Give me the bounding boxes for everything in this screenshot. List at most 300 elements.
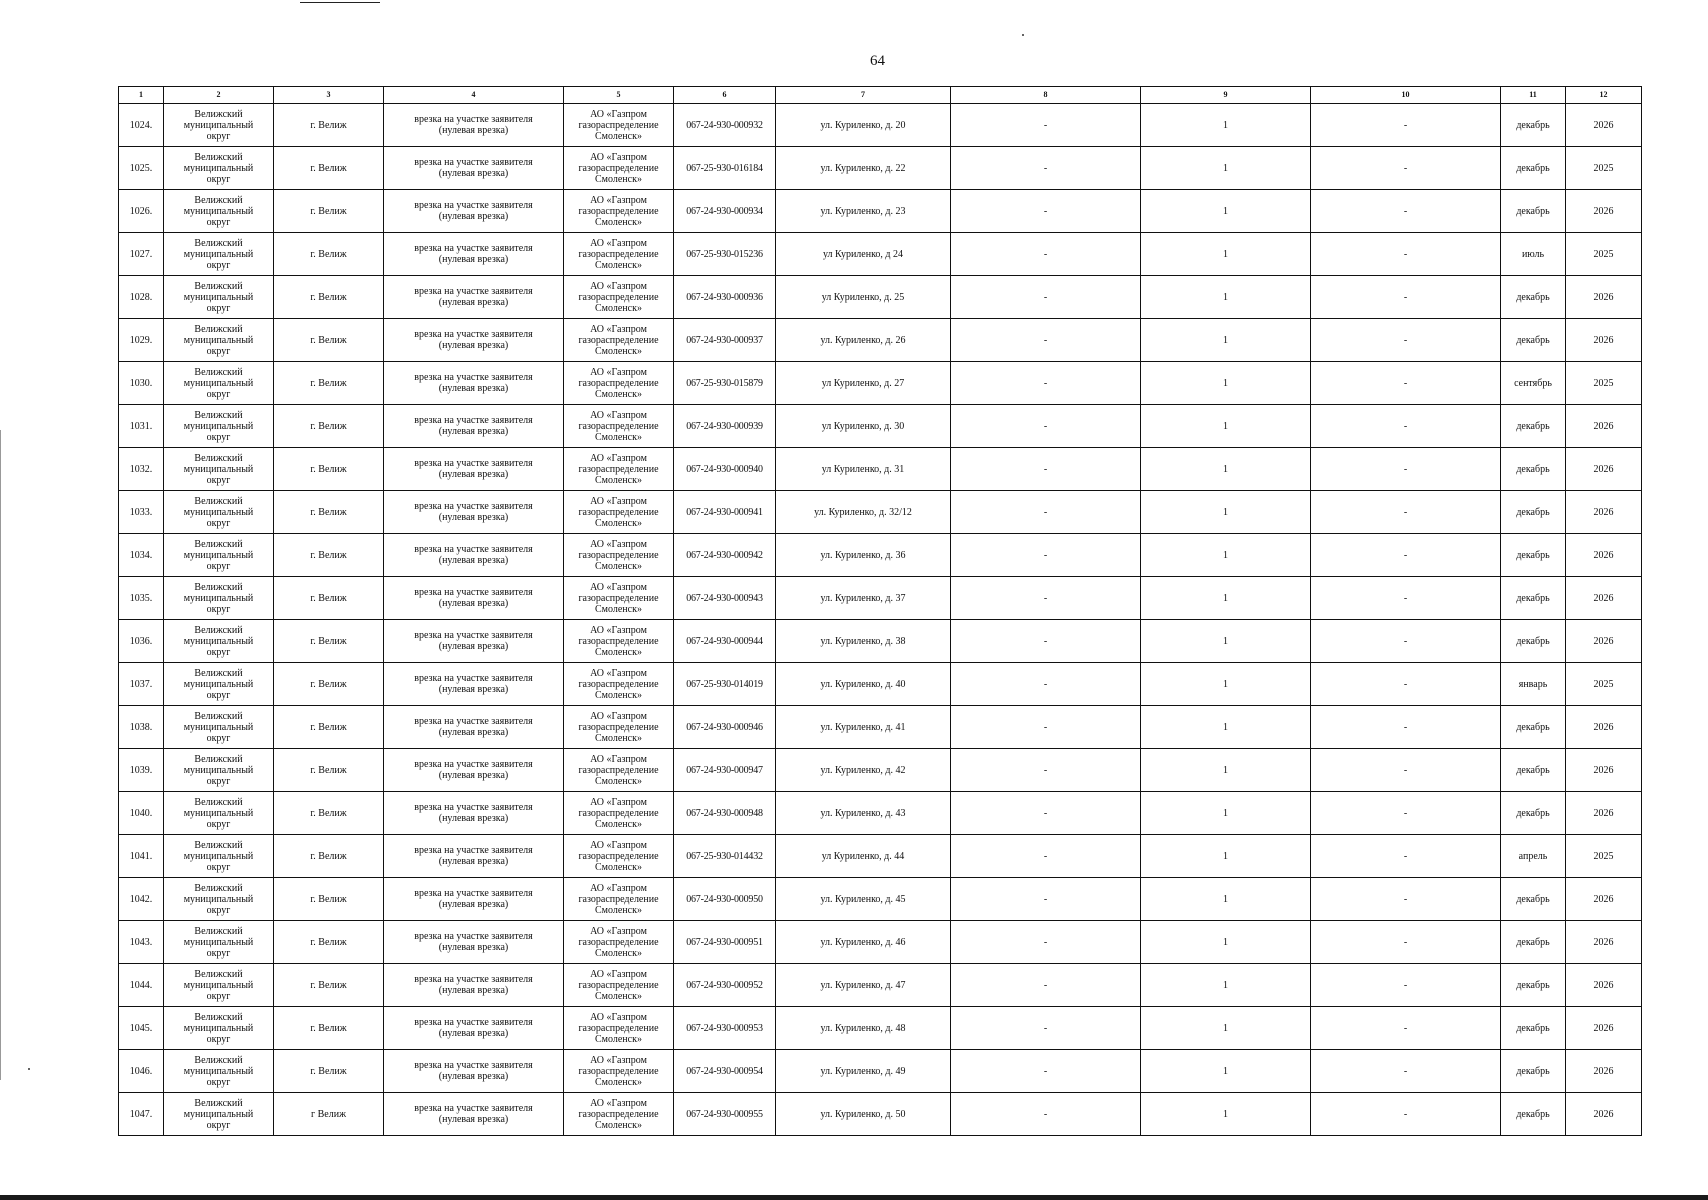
application-code-cell: 067-24-930-000952 bbox=[674, 964, 776, 1007]
application-code-cell: 067-25-930-014019 bbox=[674, 663, 776, 706]
application-code-cell: 067-24-930-000937 bbox=[674, 319, 776, 362]
district-kind: муниципальный bbox=[183, 979, 254, 991]
connection-type-cell bbox=[384, 792, 564, 835]
district-name: Велижский bbox=[194, 796, 243, 808]
connection-type: врезка на участке заявителя bbox=[414, 759, 533, 770]
month-cell: декабрь bbox=[1501, 491, 1566, 534]
organization-line: АО «Газпром bbox=[590, 409, 647, 421]
row-number: 1026. bbox=[119, 190, 164, 233]
organization-line: Смоленск» bbox=[595, 775, 642, 787]
district-name: Велижский bbox=[194, 194, 243, 206]
organization-line: газораспределение bbox=[578, 1022, 659, 1034]
connection-type: врезка на участке заявителя bbox=[414, 1017, 533, 1028]
column-8-cell: - bbox=[951, 706, 1141, 749]
column-9-cell: 1 bbox=[1141, 1050, 1311, 1093]
district-kind: муниципальный bbox=[183, 893, 254, 905]
district-kind: муниципальный bbox=[183, 248, 254, 260]
district-unit: округ bbox=[206, 388, 231, 400]
connection-type: врезка на участке заявителя bbox=[414, 931, 533, 942]
organization-line: АО «Газпром bbox=[590, 1054, 647, 1066]
district-kind: муниципальный bbox=[183, 291, 254, 303]
table-row bbox=[119, 491, 1642, 534]
column-8-cell: - bbox=[951, 835, 1141, 878]
month-cell: июль bbox=[1501, 233, 1566, 276]
district-kind: муниципальный bbox=[183, 420, 254, 432]
column-9-cell: 1 bbox=[1141, 749, 1311, 792]
district-cell bbox=[164, 663, 274, 706]
application-code-cell: 067-25-930-014432 bbox=[674, 835, 776, 878]
organization-cell bbox=[564, 577, 674, 620]
application-code-cell: 067-24-930-000944 bbox=[674, 620, 776, 663]
year-cell: 2026 bbox=[1566, 448, 1642, 491]
row-number: 1045. bbox=[119, 1007, 164, 1050]
district-unit: округ bbox=[206, 904, 231, 916]
connection-type: врезка на участке заявителя bbox=[414, 587, 533, 598]
application-code-cell: 067-24-930-000955 bbox=[674, 1093, 776, 1136]
year-cell: 2026 bbox=[1566, 319, 1642, 362]
district-unit: округ bbox=[206, 947, 231, 959]
district-cell bbox=[164, 921, 274, 964]
table-row bbox=[119, 233, 1642, 276]
organization-line: газораспределение bbox=[578, 764, 659, 776]
district-kind: муниципальный bbox=[183, 205, 254, 217]
organization-line: АО «Газпром bbox=[590, 366, 647, 378]
table-row bbox=[119, 835, 1642, 878]
connection-type-cell bbox=[384, 276, 564, 319]
month-cell: декабрь bbox=[1501, 405, 1566, 448]
table-row bbox=[119, 319, 1642, 362]
organization-line: газораспределение bbox=[578, 205, 659, 217]
connection-type-cell bbox=[384, 878, 564, 921]
year-cell: 2025 bbox=[1566, 147, 1642, 190]
month-cell: декабрь bbox=[1501, 147, 1566, 190]
organization-line: Смоленск» bbox=[595, 1119, 642, 1131]
column-10-cell: - bbox=[1311, 620, 1501, 663]
column-9-cell: 1 bbox=[1141, 1093, 1311, 1136]
organization-line: Смоленск» bbox=[595, 517, 642, 529]
year-cell: 2026 bbox=[1566, 964, 1642, 1007]
organization-cell bbox=[564, 835, 674, 878]
district-unit: округ bbox=[206, 302, 231, 314]
district-cell bbox=[164, 448, 274, 491]
row-number: 1027. bbox=[119, 233, 164, 276]
table-row bbox=[119, 1093, 1642, 1136]
row-number: 1034. bbox=[119, 534, 164, 577]
district-name: Велижский bbox=[194, 925, 243, 937]
row-number: 1046. bbox=[119, 1050, 164, 1093]
address-cell: ул Куриленко, д. 27 bbox=[776, 362, 951, 405]
row-number: 1029. bbox=[119, 319, 164, 362]
city-cell: г. Велиж bbox=[274, 921, 384, 964]
connection-type-cell bbox=[384, 1007, 564, 1050]
organization-line: АО «Газпром bbox=[590, 581, 647, 593]
connection-type-note: (нулевая врезка) bbox=[438, 512, 509, 523]
table-row bbox=[119, 147, 1642, 190]
year-cell: 2026 bbox=[1566, 534, 1642, 577]
connection-type-note: (нулевая врезка) bbox=[438, 254, 509, 265]
district-name: Велижский bbox=[194, 581, 243, 593]
connection-type-note: (нулевая врезка) bbox=[438, 770, 509, 781]
organization-cell bbox=[564, 706, 674, 749]
connection-type-cell bbox=[384, 706, 564, 749]
district-unit: округ bbox=[206, 732, 231, 744]
row-number: 1028. bbox=[119, 276, 164, 319]
column-9-cell: 1 bbox=[1141, 405, 1311, 448]
row-number: 1025. bbox=[119, 147, 164, 190]
district-cell bbox=[164, 362, 274, 405]
row-number: 1043. bbox=[119, 921, 164, 964]
year-cell: 2026 bbox=[1566, 1007, 1642, 1050]
column-10-cell: - bbox=[1311, 706, 1501, 749]
connection-type-cell bbox=[384, 491, 564, 534]
district-unit: округ bbox=[206, 990, 231, 1002]
column-9-cell: 1 bbox=[1141, 792, 1311, 835]
city-cell: г. Велиж bbox=[274, 491, 384, 534]
district-name: Велижский bbox=[194, 452, 243, 464]
column-header: 2 bbox=[164, 87, 274, 104]
connection-type-note: (нулевая врезка) bbox=[438, 297, 509, 308]
organization-line: газораспределение bbox=[578, 592, 659, 604]
month-cell: декабрь bbox=[1501, 577, 1566, 620]
address-cell: ул Куриленко, д. 31 bbox=[776, 448, 951, 491]
column-header: 8 bbox=[951, 87, 1141, 104]
column-header: 1 bbox=[119, 87, 164, 104]
connection-type-cell bbox=[384, 319, 564, 362]
register-table bbox=[118, 86, 1642, 1136]
district-name: Велижский bbox=[194, 882, 243, 894]
table-row bbox=[119, 749, 1642, 792]
district-unit: округ bbox=[206, 646, 231, 658]
district-unit: округ bbox=[206, 431, 231, 443]
connection-type: врезка на участке заявителя bbox=[414, 974, 533, 985]
column-8-cell: - bbox=[951, 147, 1141, 190]
month-cell: декабрь bbox=[1501, 448, 1566, 491]
organization-line: газораспределение bbox=[578, 549, 659, 561]
table-row bbox=[119, 104, 1642, 147]
organization-line: АО «Газпром bbox=[590, 925, 647, 937]
table-row bbox=[119, 706, 1642, 749]
column-8-cell: - bbox=[951, 405, 1141, 448]
organization-cell bbox=[564, 663, 674, 706]
column-10-cell: - bbox=[1311, 104, 1501, 147]
connection-type: врезка на участке заявителя bbox=[414, 845, 533, 856]
organization-line: Смоленск» bbox=[595, 904, 642, 916]
district-unit: округ bbox=[206, 216, 231, 228]
city-cell: г. Велиж bbox=[274, 276, 384, 319]
district-name: Велижский bbox=[194, 1011, 243, 1023]
table-row bbox=[119, 448, 1642, 491]
connection-type-note: (нулевая врезка) bbox=[438, 555, 509, 566]
organization-cell bbox=[564, 1093, 674, 1136]
organization-line: АО «Газпром bbox=[590, 624, 647, 636]
column-8-cell: - bbox=[951, 362, 1141, 405]
column-header: 5 bbox=[564, 87, 674, 104]
table-row bbox=[119, 362, 1642, 405]
city-cell: г. Велиж bbox=[274, 319, 384, 362]
organization-line: АО «Газпром bbox=[590, 1011, 647, 1023]
connection-type: врезка на участке заявителя bbox=[414, 458, 533, 469]
address-cell: ул. Куриленко, д. 38 bbox=[776, 620, 951, 663]
organization-cell bbox=[564, 233, 674, 276]
organization-line: газораспределение bbox=[578, 506, 659, 518]
city-cell: г Велиж bbox=[274, 1093, 384, 1136]
district-unit: округ bbox=[206, 173, 231, 185]
column-10-cell: - bbox=[1311, 1007, 1501, 1050]
district-cell bbox=[164, 147, 274, 190]
connection-type: врезка на участке заявителя bbox=[414, 243, 533, 254]
organization-line: Смоленск» bbox=[595, 216, 642, 228]
district-cell bbox=[164, 534, 274, 577]
connection-type-cell bbox=[384, 964, 564, 1007]
organization-line: АО «Газпром bbox=[590, 839, 647, 851]
connection-type-note: (нулевая врезка) bbox=[438, 1071, 509, 1082]
column-10-cell: - bbox=[1311, 1050, 1501, 1093]
district-unit: округ bbox=[206, 560, 231, 572]
connection-type-note: (нулевая врезка) bbox=[438, 598, 509, 609]
column-header: 12 bbox=[1566, 87, 1642, 104]
column-8-cell: - bbox=[951, 577, 1141, 620]
column-9-cell: 1 bbox=[1141, 964, 1311, 1007]
year-cell: 2026 bbox=[1566, 491, 1642, 534]
connection-type-cell bbox=[384, 1050, 564, 1093]
connection-type: врезка на участке заявителя bbox=[414, 415, 533, 426]
city-cell: г. Велиж bbox=[274, 577, 384, 620]
connection-type: врезка на участке заявителя bbox=[414, 329, 533, 340]
address-cell: ул Куриленко, д 24 bbox=[776, 233, 951, 276]
address-cell: ул. Куриленко, д. 26 bbox=[776, 319, 951, 362]
connection-type: врезка на участке заявителя bbox=[414, 286, 533, 297]
organization-line: газораспределение bbox=[578, 893, 659, 905]
district-name: Велижский bbox=[194, 151, 243, 163]
city-cell: г. Велиж bbox=[274, 749, 384, 792]
address-cell: ул. Куриленко, д. 48 bbox=[776, 1007, 951, 1050]
address-cell: ул. Куриленко, д. 22 bbox=[776, 147, 951, 190]
organization-line: АО «Газпром bbox=[590, 753, 647, 765]
column-number-row bbox=[119, 87, 1642, 104]
connection-type-cell bbox=[384, 1093, 564, 1136]
year-cell: 2026 bbox=[1566, 921, 1642, 964]
organization-line: АО «Газпром bbox=[590, 108, 647, 120]
year-cell: 2025 bbox=[1566, 362, 1642, 405]
organization-cell bbox=[564, 620, 674, 663]
connection-type-note: (нулевая врезка) bbox=[438, 426, 509, 437]
table-row bbox=[119, 620, 1642, 663]
application-code-cell: 067-24-930-000943 bbox=[674, 577, 776, 620]
district-cell bbox=[164, 319, 274, 362]
organization-line: АО «Газпром bbox=[590, 882, 647, 894]
city-cell: г. Велиж bbox=[274, 835, 384, 878]
column-9-cell: 1 bbox=[1141, 620, 1311, 663]
district-kind: муниципальный bbox=[183, 506, 254, 518]
application-code-cell: 067-24-930-000934 bbox=[674, 190, 776, 233]
column-10-cell: - bbox=[1311, 319, 1501, 362]
organization-line: АО «Газпром bbox=[590, 710, 647, 722]
column-10-cell: - bbox=[1311, 448, 1501, 491]
column-8-cell: - bbox=[951, 792, 1141, 835]
district-unit: округ bbox=[206, 1033, 231, 1045]
row-number: 1041. bbox=[119, 835, 164, 878]
district-kind: муниципальный bbox=[183, 678, 254, 690]
organization-cell bbox=[564, 964, 674, 1007]
district-cell bbox=[164, 1050, 274, 1093]
district-kind: муниципальный bbox=[183, 1065, 254, 1077]
connection-type-note: (нулевая врезка) bbox=[438, 125, 509, 136]
district-unit: округ bbox=[206, 603, 231, 615]
application-code-cell: 067-24-930-000946 bbox=[674, 706, 776, 749]
connection-type-cell bbox=[384, 233, 564, 276]
connection-type: врезка на участке заявителя bbox=[414, 888, 533, 899]
city-cell: г. Велиж bbox=[274, 964, 384, 1007]
organization-line: газораспределение bbox=[578, 334, 659, 346]
district-cell bbox=[164, 1007, 274, 1050]
organization-line: газораспределение bbox=[578, 248, 659, 260]
column-header: 11 bbox=[1501, 87, 1566, 104]
district-name: Велижский bbox=[194, 495, 243, 507]
organization-cell bbox=[564, 448, 674, 491]
table-row bbox=[119, 792, 1642, 835]
year-cell: 2026 bbox=[1566, 405, 1642, 448]
connection-type-cell bbox=[384, 620, 564, 663]
district-cell bbox=[164, 878, 274, 921]
page-number: 64 bbox=[870, 53, 885, 69]
organization-line: Смоленск» bbox=[595, 474, 642, 486]
row-number: 1035. bbox=[119, 577, 164, 620]
district-cell bbox=[164, 405, 274, 448]
district-unit: округ bbox=[206, 689, 231, 701]
district-unit: округ bbox=[206, 1119, 231, 1131]
organization-line: газораспределение bbox=[578, 463, 659, 475]
city-cell: г. Велиж bbox=[274, 663, 384, 706]
column-10-cell: - bbox=[1311, 964, 1501, 1007]
month-cell: декабрь bbox=[1501, 706, 1566, 749]
column-10-cell: - bbox=[1311, 534, 1501, 577]
row-number: 1042. bbox=[119, 878, 164, 921]
table-row bbox=[119, 534, 1642, 577]
organization-cell bbox=[564, 534, 674, 577]
district-unit: округ bbox=[206, 861, 231, 873]
district-unit: округ bbox=[206, 1076, 231, 1088]
year-cell: 2026 bbox=[1566, 577, 1642, 620]
organization-line: АО «Газпром bbox=[590, 237, 647, 249]
organization-line: газораспределение bbox=[578, 377, 659, 389]
scan-speck bbox=[28, 1068, 30, 1070]
district-name: Велижский bbox=[194, 753, 243, 765]
organization-line: Смоленск» bbox=[595, 302, 642, 314]
column-9-cell: 1 bbox=[1141, 190, 1311, 233]
district-kind: муниципальный bbox=[183, 463, 254, 475]
connection-type-cell bbox=[384, 405, 564, 448]
month-cell: декабрь bbox=[1501, 749, 1566, 792]
column-10-cell: - bbox=[1311, 491, 1501, 534]
application-code-cell: 067-24-930-000953 bbox=[674, 1007, 776, 1050]
application-code-cell: 067-24-930-000954 bbox=[674, 1050, 776, 1093]
column-header: 4 bbox=[384, 87, 564, 104]
organization-line: газораспределение bbox=[578, 420, 659, 432]
organization-line: Смоленск» bbox=[595, 560, 642, 572]
organization-cell bbox=[564, 104, 674, 147]
connection-type: врезка на участке заявителя bbox=[414, 1060, 533, 1071]
organization-line: газораспределение bbox=[578, 807, 659, 819]
row-number: 1039. bbox=[119, 749, 164, 792]
column-8-cell: - bbox=[951, 663, 1141, 706]
address-cell: ул. Куриленко, д. 50 bbox=[776, 1093, 951, 1136]
column-10-cell: - bbox=[1311, 276, 1501, 319]
application-code-cell: 067-24-930-000939 bbox=[674, 405, 776, 448]
organization-line: Смоленск» bbox=[595, 990, 642, 1002]
connection-type-note: (нулевая врезка) bbox=[438, 684, 509, 695]
organization-line: Смоленск» bbox=[595, 1033, 642, 1045]
connection-type: врезка на участке заявителя bbox=[414, 501, 533, 512]
column-9-cell: 1 bbox=[1141, 104, 1311, 147]
district-name: Велижский bbox=[194, 323, 243, 335]
column-8-cell: - bbox=[951, 1050, 1141, 1093]
year-cell: 2025 bbox=[1566, 835, 1642, 878]
connection-type-note: (нулевая врезка) bbox=[438, 383, 509, 394]
column-9-cell: 1 bbox=[1141, 233, 1311, 276]
connection-type: врезка на участке заявителя bbox=[414, 1103, 533, 1114]
connection-type-cell bbox=[384, 190, 564, 233]
address-cell: ул. Куриленко, д. 46 bbox=[776, 921, 951, 964]
organization-cell bbox=[564, 878, 674, 921]
district-cell bbox=[164, 190, 274, 233]
month-cell: декабрь bbox=[1501, 964, 1566, 1007]
organization-line: газораспределение bbox=[578, 1108, 659, 1120]
column-10-cell: - bbox=[1311, 1093, 1501, 1136]
district-cell bbox=[164, 577, 274, 620]
address-cell: ул. Куриленко, д. 32/12 bbox=[776, 491, 951, 534]
column-8-cell: - bbox=[951, 448, 1141, 491]
column-9-cell: 1 bbox=[1141, 491, 1311, 534]
column-9-cell: 1 bbox=[1141, 663, 1311, 706]
organization-line: АО «Газпром bbox=[590, 1097, 647, 1109]
month-cell: декабрь bbox=[1501, 534, 1566, 577]
application-code-cell: 067-24-930-000950 bbox=[674, 878, 776, 921]
organization-cell bbox=[564, 405, 674, 448]
district-kind: муниципальный bbox=[183, 764, 254, 776]
row-number: 1038. bbox=[119, 706, 164, 749]
table-row bbox=[119, 663, 1642, 706]
column-8-cell: - bbox=[951, 276, 1141, 319]
connection-type: врезка на участке заявителя bbox=[414, 716, 533, 727]
district-name: Велижский bbox=[194, 366, 243, 378]
table-row bbox=[119, 1007, 1642, 1050]
organization-line: Смоленск» bbox=[595, 646, 642, 658]
column-10-cell: - bbox=[1311, 921, 1501, 964]
address-cell: ул. Куриленко, д. 37 bbox=[776, 577, 951, 620]
connection-type: врезка на участке заявителя bbox=[414, 200, 533, 211]
month-cell: апрель bbox=[1501, 835, 1566, 878]
district-cell bbox=[164, 276, 274, 319]
address-cell: ул. Куриленко, д. 49 bbox=[776, 1050, 951, 1093]
connection-type-cell bbox=[384, 921, 564, 964]
column-8-cell: - bbox=[951, 878, 1141, 921]
connection-type-cell bbox=[384, 448, 564, 491]
month-cell: декабрь bbox=[1501, 1093, 1566, 1136]
table-row bbox=[119, 921, 1642, 964]
district-cell bbox=[164, 749, 274, 792]
district-cell bbox=[164, 104, 274, 147]
connection-type-note: (нулевая врезка) bbox=[438, 856, 509, 867]
application-code-cell: 067-24-930-000932 bbox=[674, 104, 776, 147]
register-body bbox=[119, 104, 1642, 1136]
connection-type-cell bbox=[384, 534, 564, 577]
month-cell: декабрь bbox=[1501, 792, 1566, 835]
column-header: 3 bbox=[274, 87, 384, 104]
district-name: Велижский bbox=[194, 538, 243, 550]
district-cell bbox=[164, 620, 274, 663]
month-cell: декабрь bbox=[1501, 878, 1566, 921]
column-9-cell: 1 bbox=[1141, 577, 1311, 620]
